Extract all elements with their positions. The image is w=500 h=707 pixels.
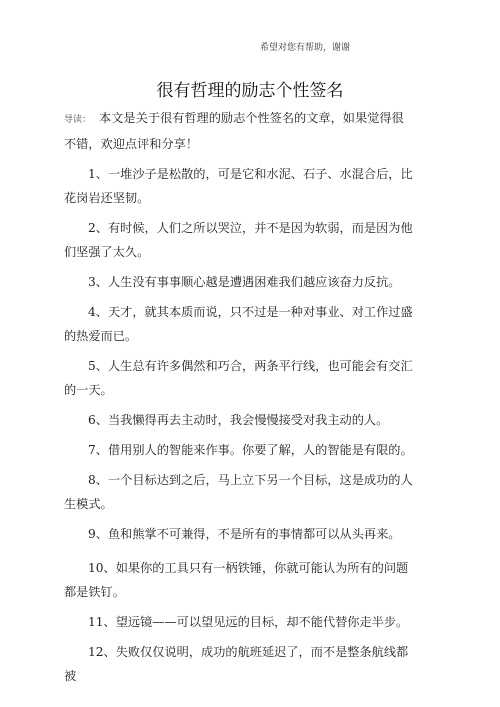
intro-text: 本文是关于很有哲理的励志个性签名的文章，如果觉得很不错，欢迎点评和分享！ [64,111,404,151]
document-body [64,106,414,694]
list-item: 6、当我懒得再去主动时，我会慢慢接受对我主动的人。 [88,413,389,427]
list-item: 9、鱼和熊掌不可兼得，不是所有的事情都可以从头再来。 [88,527,401,541]
list-item: 1、一堆沙子是松散的，可是它和水泥、石子、水混合后，比花岗岩还坚韧。 [64,167,413,205]
list-item: 7、借用别人的智能来作事。你要了解，人的智能是有限的。 [88,443,413,457]
list-item: 11、望远镜——可以望见远的目标，却不能代替你走半步。 [88,615,409,629]
list-item: 10、如果你的工具只有一柄铁锤，你就可能认为所有的问题都是铁钉。 [64,561,409,599]
list-item: 12、失败仅仅说明，成功的航班延迟了，而不是整条航线都被 [64,645,409,683]
intro-paragraph [64,106,414,156]
list-item: 3、人生没有事事顺心越是遭遇困难我们越应该奋力反抗。 [88,275,401,289]
list-item: 4、天才，就其本质而说，只不过是一种对事业、对工作过盛的热爱而已。 [64,305,413,343]
document-title: 很有哲理的励志个性签名 [156,81,344,101]
intro-label: 导读： [64,115,92,125]
list-item: 8、一个目标达到之后，马上立下另一个目标，这是成功的人生模式。 [64,473,413,511]
header-note: 希望对您有帮助，谢谢 [259,43,350,53]
list-item: 2、有时候，人们之所以哭泣，并不是因为软弱，而是因为他们坚强了太久。 [64,221,413,259]
list-item: 5、人生总有许多偶然和巧合，两条平行线，也可能会有交汇的一天。 [64,359,413,397]
